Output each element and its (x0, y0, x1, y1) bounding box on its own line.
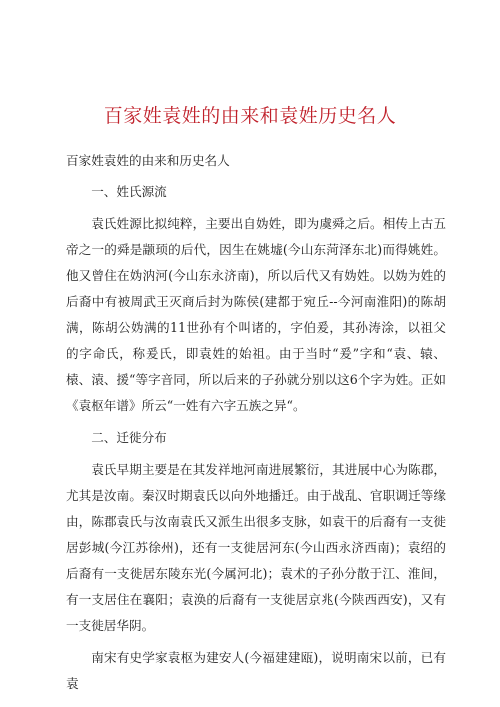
document-body (66, 148, 446, 697)
paragraph-origin: 袁氏姓源比拟纯粹，主要出自妫姓，即为虞舜之后。相传上古五帝之一的舜是颛顼的后代，因生在姚墟(今山东菏泽东北)而得姚姓。他又曾住在妫汭河(今山东永济南)，所以后代又有妫姓。以妫为姓的后裔中有被周武王灭商后封为陈侯(建都于宛丘--今河南淮阳)的陈胡满，陈胡公妫满的11世孙有个叫诸的，字伯爰，其孙涛涂，以祖父的字命氏，称爰氏，即袁姓的始祖。由于当时“爰”字和“袁、辕、榬、溒、援“等字音同，所以后来的子孙就分别以这6个字为姓。正如《袁枢年谱》所云“一姓有六字五族之异“。 (66, 216, 446, 413)
paragraph-song-dynasty: 南宋有史学家袁枢为建安人(今福建建瓯)，说明南宋以前，已有袁 (66, 650, 446, 691)
section-heading-origin: 一、姓氏源流 (91, 184, 167, 199)
document-title: 百家姓袁姓的由来和袁姓历史名人 (103, 105, 397, 127)
paragraph-migration: 袁氏早期主要是在其发祥地河南进展繁衍，其进展中心为陈郡，尤其是汝南。秦汉时期袁氏以向外地播迁。由于战乱、官职调迁等缘由，陈郡袁氏与汝南袁氏又派生出很多支脉，如袁干的后裔有一支徙居彭城(今江苏徐州)，还有一支徙居河东(今山西永济西南)；袁绍的后裔有一支徙居东陵东光(今属河北)；袁术的子孙分散于江、淮间，有一支居住在襄阳；袁涣的后裔有一支徙居京兆(今陕西西安)，又有一支徙居华阴。 (66, 462, 446, 633)
section-heading-migration: 二、迁徙分布 (91, 430, 167, 445)
document-subtitle: 百家姓袁姓的由来和历史名人 (66, 153, 230, 168)
